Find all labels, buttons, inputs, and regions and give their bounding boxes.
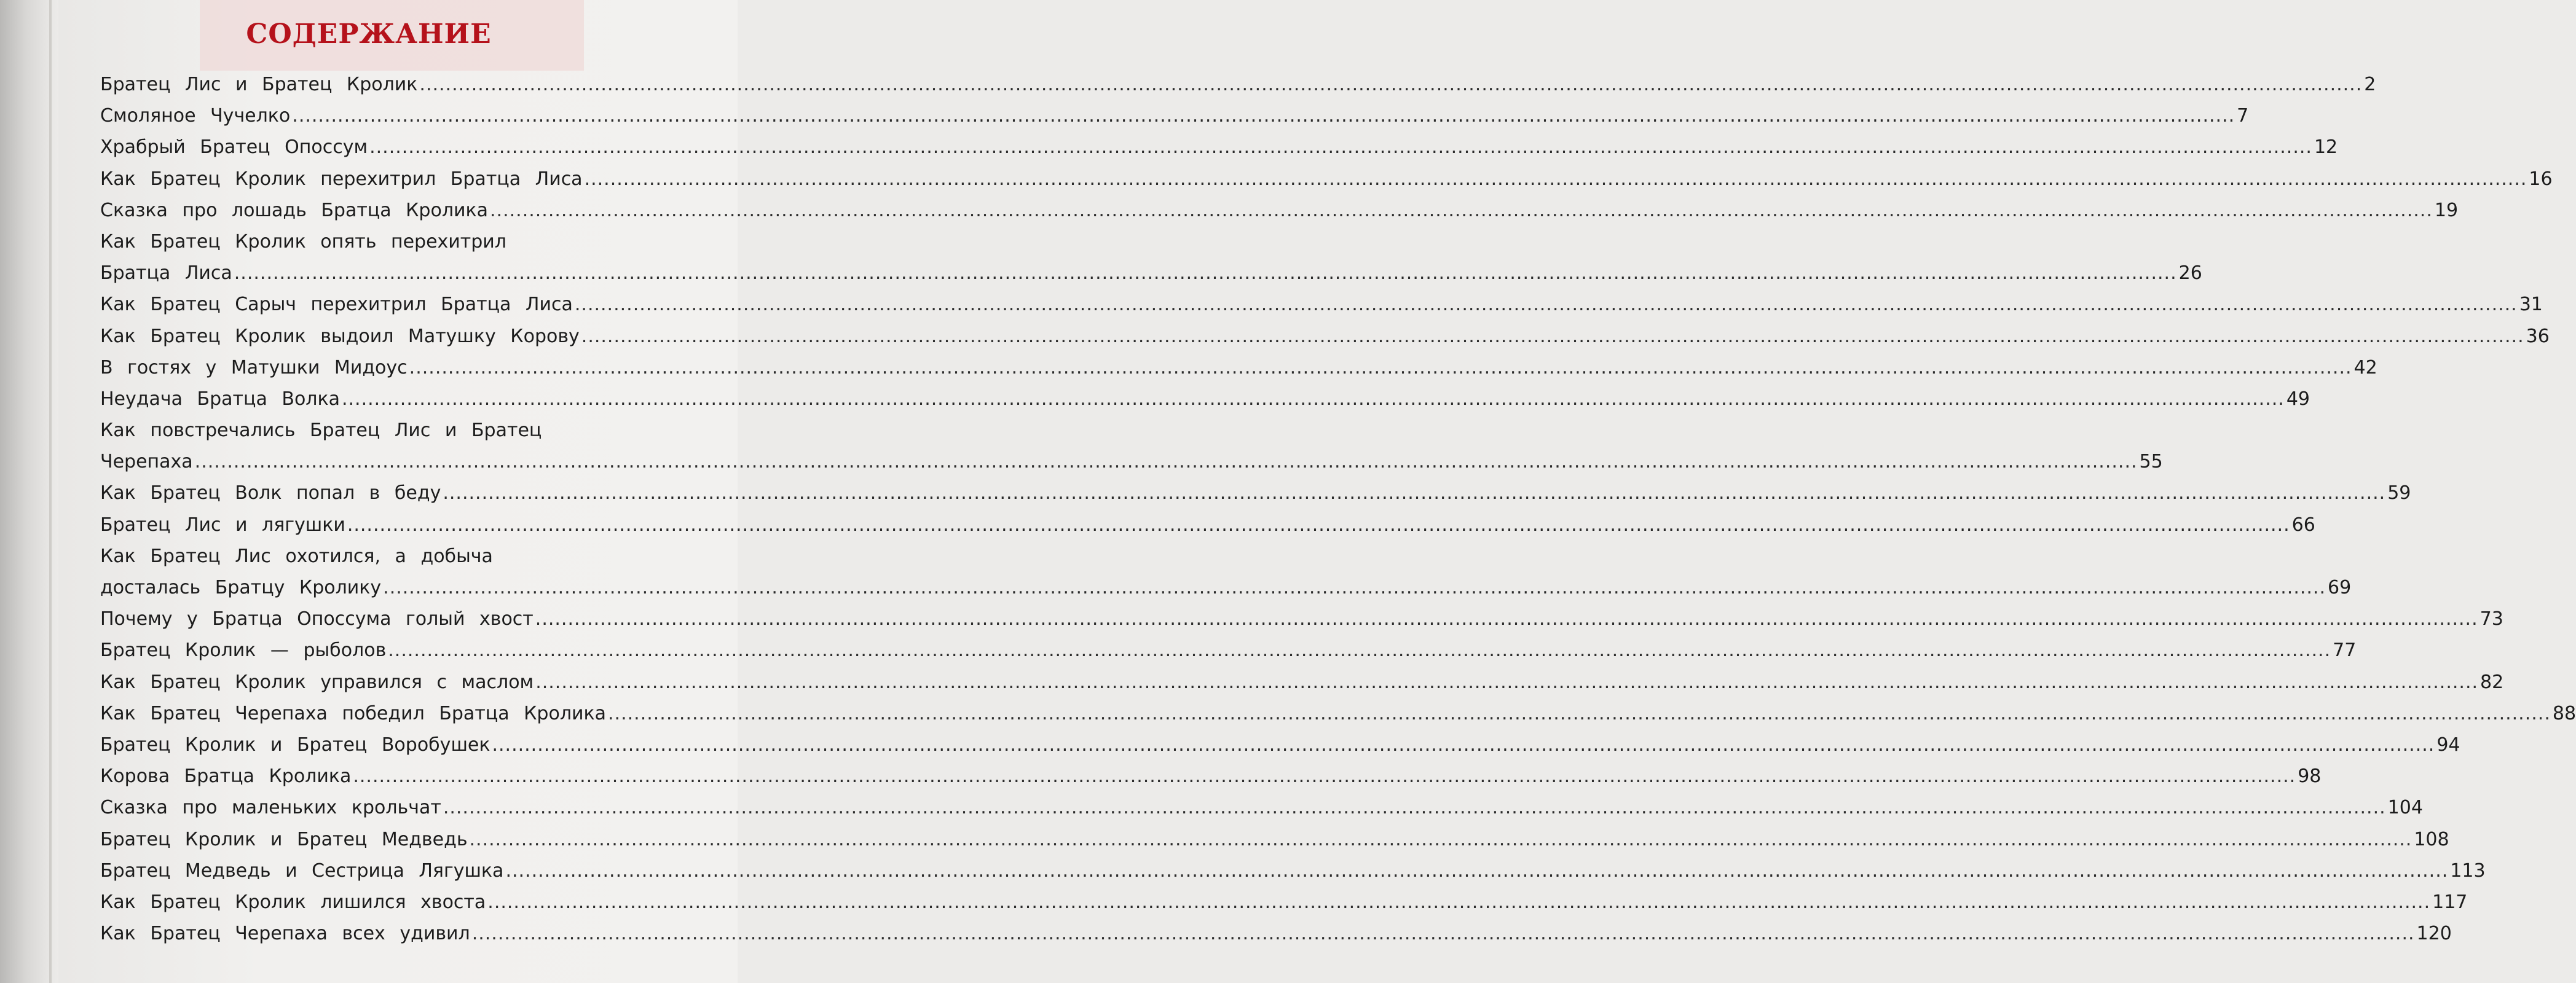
toc-entry-title: Как Братец Сарыч перехитрил Братца Лиса: [100, 294, 573, 316]
toc-entry-title: Братец Кролик и Братец Медведь: [100, 828, 468, 850]
toc-entry-page-number: 7: [2237, 105, 2249, 127]
toc-entry-title: Корова Братца Кролика: [100, 766, 352, 788]
toc-entry[interactable]: [100, 761, 2322, 792]
toc-entry-page-number: 120: [2416, 923, 2452, 945]
dot-leader: ............................................................................................................................................................................................................................................................................................................: [419, 74, 2363, 95]
toc-entry-page-number: 82: [2480, 671, 2504, 693]
spine-binding: [49, 0, 52, 983]
toc-entry-title: Сказка про лошадь Братца Кролика: [100, 199, 489, 221]
toc-entry-line: [100, 226, 661, 257]
toc-entry-page-number: 42: [2353, 356, 2377, 378]
toc-entry-page-number: 88: [2552, 702, 2576, 724]
dot-leader: ............................................................................................................................................................................................................................................................................................................: [388, 640, 2331, 662]
dot-leader: ............................................................................................................................................................................................................................................................................................................: [292, 105, 2235, 127]
toc-entry[interactable]: [100, 163, 2553, 195]
toc-entry-title: Братец Лис и Братец Кролик: [100, 74, 418, 95]
toc-entry-title: Как повстречались Братец Лис и Братец: [100, 420, 542, 442]
toc-entry-page-number: 66: [2291, 514, 2315, 536]
dot-leader: ............................................................................................................................................................................................................................................................................................................: [234, 262, 2177, 284]
toc-entry[interactable]: [100, 824, 2449, 855]
dot-leader: ............................................................................................................................................................................................................................................................................................................: [347, 514, 2290, 536]
toc-entry-page-number: 108: [2414, 828, 2449, 850]
dot-leader: ............................................................................................................................................................................................................................................................................................................: [584, 168, 2527, 190]
toc-entry-title: Братец Кролик — рыболов: [100, 640, 387, 662]
toc-entry-page-number: 55: [2139, 451, 2163, 473]
toc-entry[interactable]: [100, 477, 2411, 509]
dot-leader: ............................................................................................................................................................................................................................................................................................................: [487, 891, 2431, 913]
toc-entry[interactable]: [100, 289, 2543, 320]
toc-entry[interactable]: [100, 667, 2504, 698]
toc-entry[interactable]: [100, 698, 2576, 729]
toc-entry-title: Как Братец Кролик перехитрил Братца Лиса: [100, 168, 583, 190]
toc-entry-page-number: 19: [2434, 199, 2459, 221]
dot-leader: ............................................................................................................................................................................................................................................................................................................: [409, 356, 2352, 378]
toc-entry-page-number: 2: [2364, 74, 2376, 95]
toc-entry-title: Как Братец Лис охотился, а добыча: [100, 545, 493, 567]
dot-leader: ............................................................................................................................................................................................................................................................................................................: [535, 608, 2478, 630]
table-of-contents: [100, 69, 2576, 949]
toc-entry[interactable]: [100, 195, 2459, 226]
toc-entry-title: Братца Лиса: [100, 262, 232, 284]
dot-leader: ............................................................................................................................................................................................................................................................................................................: [341, 388, 2285, 410]
toc-entry[interactable]: [100, 792, 2423, 823]
dot-leader: ............................................................................................................................................................................................................................................................................................................: [574, 294, 2518, 316]
toc-entry[interactable]: [100, 131, 2338, 163]
dot-leader: ............................................................................................................................................................................................................................................................................................................: [194, 451, 2138, 473]
toc-entry[interactable]: [100, 887, 2468, 918]
dot-leader: ............................................................................................................................................................................................................................................................................................................: [353, 766, 2296, 788]
toc-entry-title: Черепаха: [100, 451, 193, 473]
toc-entry-page-number: 31: [2519, 294, 2543, 316]
toc-entry-page-number: 73: [2479, 608, 2503, 630]
dot-leader: ............................................................................................................................................................................................................................................................................................................: [581, 325, 2524, 347]
toc-entry[interactable]: [100, 69, 2376, 100]
toc-entry[interactable]: [100, 729, 2460, 761]
toc-entry-page-number: 16: [2529, 168, 2553, 190]
toc-entry-title: Почему у Братца Опоссума голый хвост: [100, 608, 534, 630]
toc-entry[interactable]: [100, 321, 2550, 352]
dot-leader: ............................................................................................................................................................................................................................................................................................................: [443, 797, 2386, 819]
toc-entry-line: [100, 541, 661, 572]
toc-entry-page-number: 59: [2387, 482, 2411, 504]
toc-entry-title: В гостях у Матушки Мидоус: [100, 356, 408, 378]
toc-entry-page-number: 98: [2298, 766, 2322, 788]
toc-entry-title: Как Братец Черепаха победил Братца Кролика: [100, 702, 607, 724]
toc-entry-title: досталась Братцу Кролику: [100, 577, 382, 598]
toc-entry-page-number: 49: [2286, 388, 2310, 410]
dot-leader: ............................................................................................................................................................................................................................................................................................................: [471, 923, 2415, 945]
toc-entry-page-number: 104: [2387, 797, 2423, 819]
toc-entry-title: Как Братец Черепаха всех удивил: [100, 923, 470, 945]
dot-leader: ............................................................................................................................................................................................................................................................................................................: [443, 482, 2386, 504]
toc-entry[interactable]: [100, 855, 2486, 887]
toc-entry-title: Братец Лис и лягушки: [100, 514, 345, 536]
toc-entry-line: [100, 415, 661, 446]
dot-leader: ............................................................................................................................................................................................................................................................................................................: [505, 860, 2449, 882]
toc-entry-title: Братец Медведь и Сестрица Лягушка: [100, 860, 504, 882]
toc-entry[interactable]: [100, 603, 2503, 635]
dot-leader: ............................................................................................................................................................................................................................................................................................................: [369, 136, 2312, 159]
dot-leader: ............................................................................................................................................................................................................................................................................................................: [383, 577, 2326, 598]
toc-entry-title: Сказка про маленьких крольчат: [100, 797, 441, 819]
toc-entry-title: Неудача Братца Волка: [100, 388, 340, 410]
toc-entry[interactable]: [100, 635, 2357, 666]
toc-entry[interactable]: [100, 446, 2163, 477]
toc-entry-title: Как Братец Волк попал в беду: [100, 482, 441, 504]
page-title: СОДЕРЖАНИЕ: [246, 18, 492, 50]
dot-leader: ............................................................................................................................................................................................................................................................................................................: [490, 199, 2433, 221]
toc-entry[interactable]: [100, 918, 2452, 949]
toc-entry-page-number: 36: [2526, 325, 2550, 347]
toc-entry-page-number: 12: [2314, 136, 2338, 159]
dot-leader: ............................................................................................................................................................................................................................................................................................................: [535, 671, 2479, 693]
toc-entry-page-number: 77: [2333, 640, 2357, 662]
toc-entry-page-number: 117: [2432, 891, 2468, 913]
toc-entry[interactable]: [100, 383, 2310, 415]
toc-entry-page-number: 69: [2328, 577, 2352, 598]
toc-entry-title: Как Братец Кролик выдоил Матушку Корову: [100, 325, 580, 347]
toc-entry[interactable]: [100, 100, 2249, 131]
toc-entry-page-number: 113: [2450, 860, 2486, 882]
toc-entry-title: Как Братец Кролик лишился хвоста: [100, 891, 486, 913]
toc-entry-title: Храбрый Братец Опоссум: [100, 136, 368, 159]
toc-entry[interactable]: [100, 257, 2202, 289]
toc-entry[interactable]: [100, 352, 2377, 383]
toc-entry-title: Смоляное Чучелко: [100, 105, 291, 127]
dot-leader: ............................................................................................................................................................................................................................................................................................................: [469, 828, 2413, 850]
dot-leader: ............................................................................................................................................................................................................................................................................................................: [608, 702, 2551, 724]
toc-entry-page-number: 94: [2436, 734, 2460, 756]
toc-entry-title: Как Братец Кролик опять перехитрил: [100, 230, 506, 253]
toc-entry-title: Как Братец Кролик управился с маслом: [100, 671, 534, 693]
toc-entry-page-number: 26: [2178, 262, 2202, 284]
toc-entry-title: Братец Кролик и Братец Воробушек: [100, 734, 490, 756]
toc-entry[interactable]: [100, 509, 2315, 541]
dot-leader: ............................................................................................................................................................................................................................................................................................................: [492, 734, 2435, 756]
toc-entry[interactable]: [100, 572, 2352, 603]
